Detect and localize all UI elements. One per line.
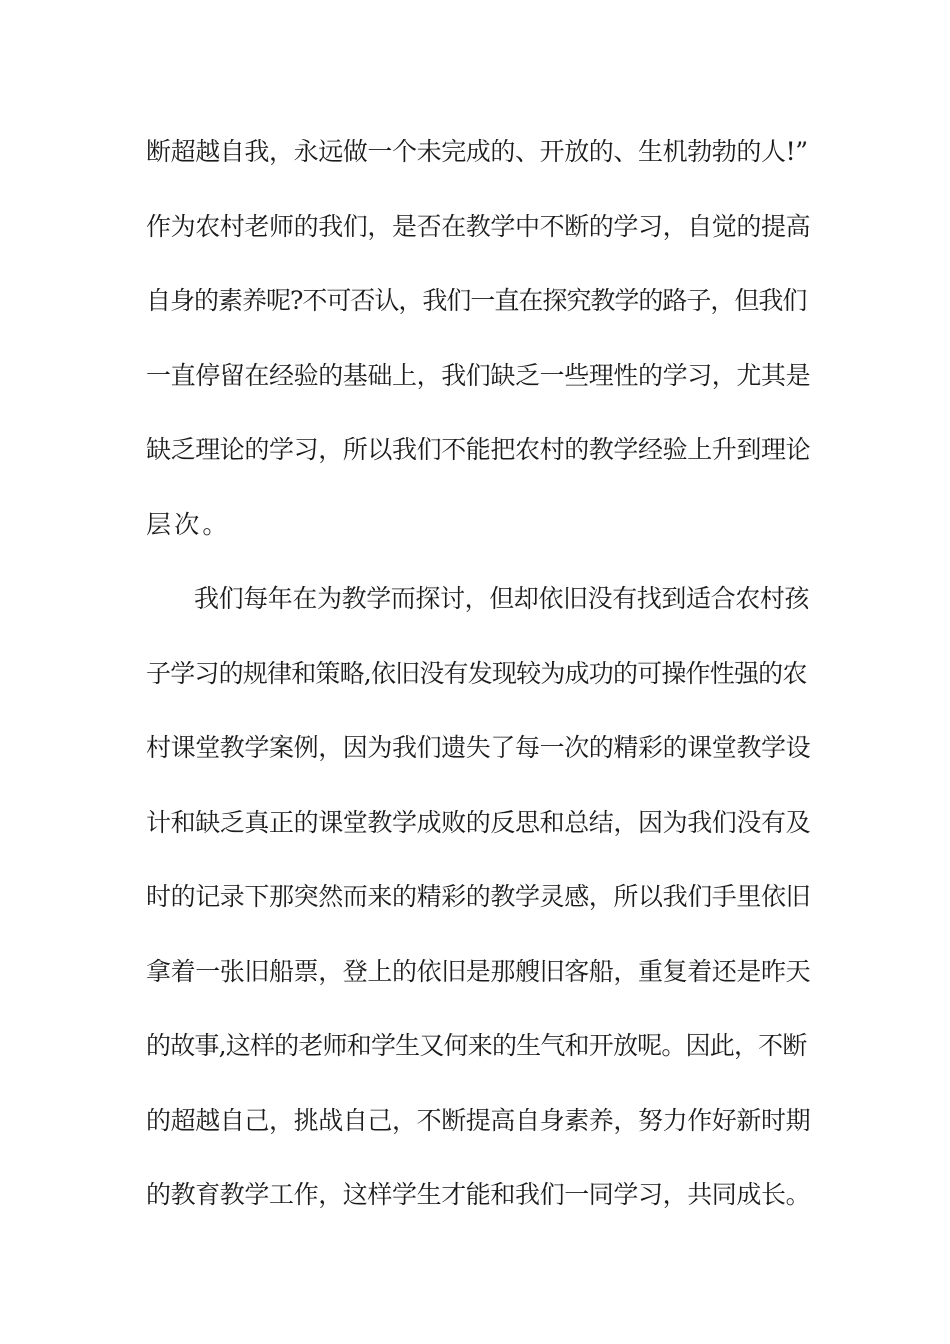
text-line: 子学习的规律和策略,依旧没有发现较为成功的可操作性强的农 — [146, 659, 807, 688]
paragraph-first-line: 我们每年在为教学而探讨，但却依旧没有找到适合农村孩 — [194, 584, 810, 613]
text-line: 自身的素养呢?不可否认，我们一直在探究教学的路子，但我们 — [146, 286, 807, 315]
text-line: 村课堂教学案例，因为我们遗失了每一次的精彩的课堂教学设 — [146, 733, 811, 762]
text-line: 的教育教学工作，这样学生才能和我们一同学习，共同成长。 — [146, 1180, 811, 1209]
text-line: 拿着一张旧船票，登上的依旧是那艘旧客船，重复着还是昨天 — [146, 957, 811, 986]
text-line: 层次。 — [146, 510, 231, 539]
text-line: 缺乏理论的学习，所以我们不能把农村的教学经验上升到理论 — [146, 435, 811, 464]
text-line: 计和缺乏真正的课堂教学成败的反思和总结，因为我们没有及 — [146, 808, 811, 837]
text-line: 的超越自己，挑战自己，不断提高自身素养，努力作好新时期 — [146, 1106, 811, 1135]
text-line: 一直停留在经验的基础上，我们缺乏一些理性的学习，尤其是 — [146, 361, 811, 390]
text-line: 断超越自我，永远做一个未完成的、开放的、生机勃勃的人!” — [146, 137, 808, 166]
text-line: 的故事,这样的老师和学生又何来的生气和开放呢。因此，不断 — [146, 1031, 807, 1060]
text-line: 作为农村老师的我们，是否在教学中不断的学习，自觉的提高 — [146, 212, 811, 241]
text-line: 时的记录下那突然而来的精彩的教学灵感，所以我们手里依旧 — [146, 882, 811, 911]
